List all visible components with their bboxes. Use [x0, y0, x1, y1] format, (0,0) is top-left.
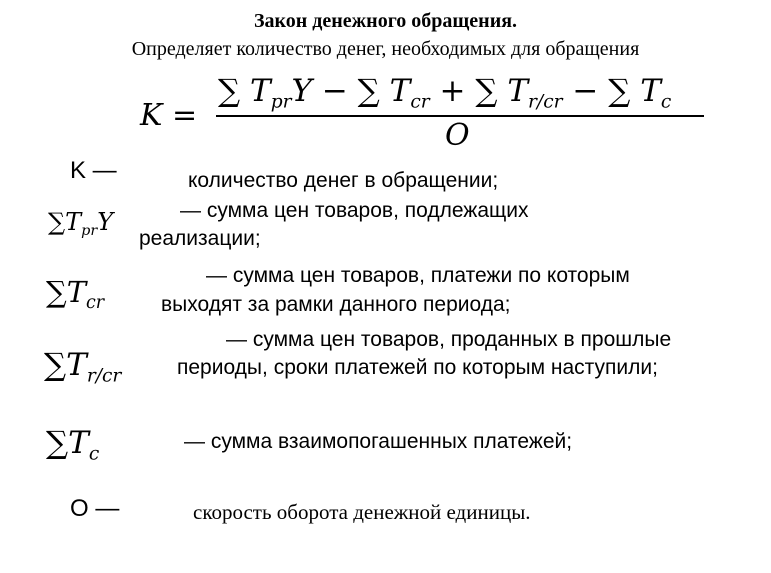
- def-symbol-trcr: $\sum T_{r/cr}$: [44, 347, 122, 387]
- formula-numerator: ∑ $T_{pr}Y$ − ∑ $T_{cr}$ + ∑ $T_{r/cr}$ − ∑ $T_c$: [218, 73, 672, 113]
- def-text-o: скорость оборота денежной единицы.: [193, 500, 531, 524]
- formula-lhs: K =: [140, 98, 198, 133]
- slide-title: Закон денежного обращения.: [253, 10, 518, 32]
- def-text-tcr-line1: — сумма цен товаров, платежи по которым: [206, 264, 630, 287]
- sigma-symbol: ∑: [46, 425, 69, 461]
- sigma-symbol: ∑: [218, 73, 241, 109]
- sigma-symbol: ∑: [44, 347, 67, 383]
- formula-denominator: O: [445, 118, 470, 153]
- def-text-tc: — сумма взаимопогашенных платежей;: [184, 430, 573, 453]
- sigma-symbol: ∑: [475, 73, 498, 109]
- def-symbol-tc: $\sum T_c$: [46, 425, 100, 465]
- def-text-tcr-line2: выходят за рамки данного периода;: [161, 293, 511, 316]
- def-text-trcr-line1: — сумма цен товаров, проданных в прошлые: [226, 328, 672, 351]
- sigma-symbol: ∑: [608, 73, 631, 109]
- def-text-tpry-line1: — сумма цен товаров, подлежащих: [180, 199, 529, 222]
- fraction-bar: [216, 115, 704, 117]
- def-symbol-k: K —: [70, 157, 117, 184]
- sigma-symbol: ∑: [46, 275, 67, 309]
- def-text-tpry-line2: реализации;: [139, 227, 261, 250]
- def-text-k: количество денег в обращении;: [188, 169, 499, 192]
- sigma-symbol: ∑: [48, 208, 66, 236]
- slide-subtitle: Определяет количество денег, необходимых для обращения: [131, 38, 640, 60]
- def-text-trcr-line2: периоды, сроки платежей по которым наступили;: [177, 356, 658, 379]
- def-symbol-o: О —: [70, 495, 120, 522]
- sigma-symbol: ∑: [357, 73, 380, 109]
- def-symbol-tcr: $\sum T_{cr}$: [46, 275, 105, 314]
- def-symbol-tpry: $\sum T_{pr}Y$: [48, 208, 114, 240]
